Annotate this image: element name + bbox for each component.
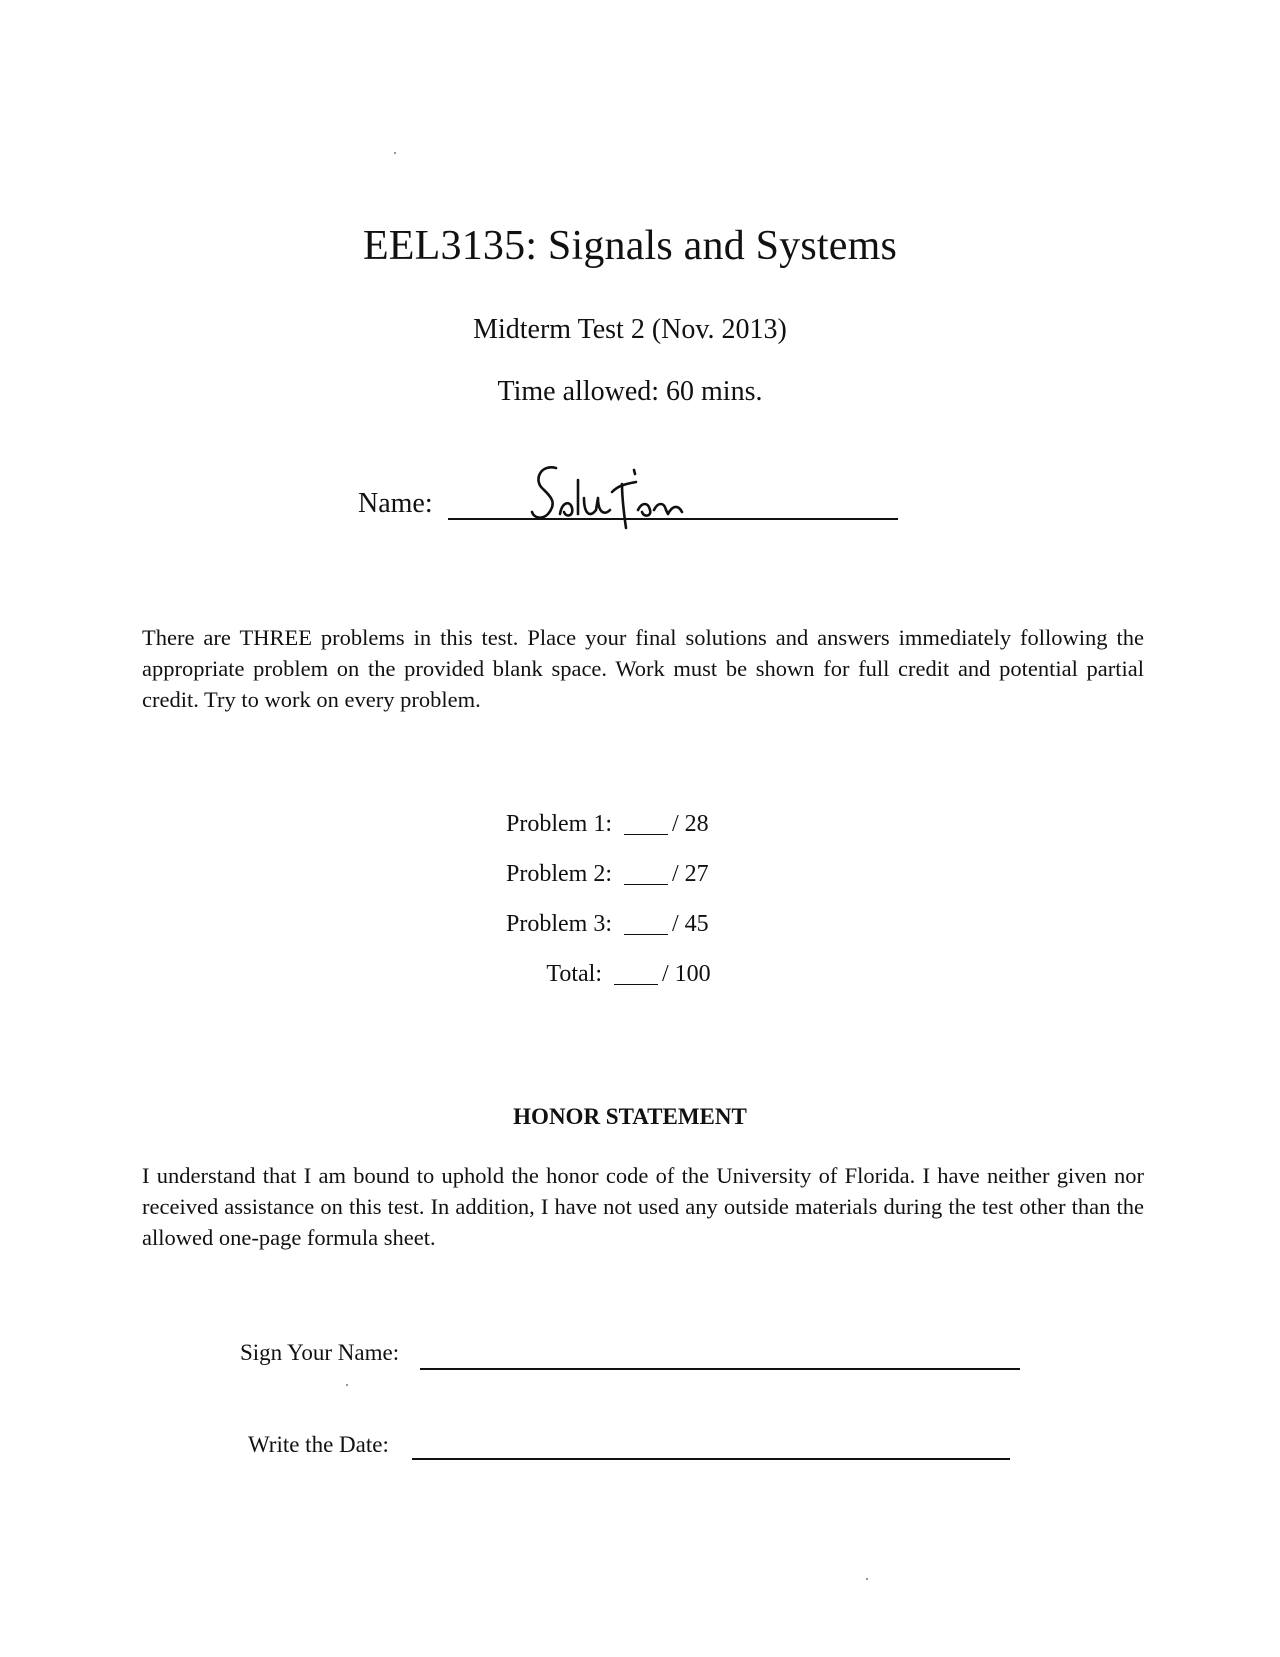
sign-name-label: Sign Your Name: xyxy=(240,1340,400,1365)
score-max: / 28 xyxy=(672,811,709,837)
score-blank[interactable] xyxy=(624,812,668,835)
score-label: Problem 3: xyxy=(506,911,612,937)
score-blank[interactable] xyxy=(614,962,658,985)
time-allowed: Time allowed: 60 mins. xyxy=(497,376,763,407)
scan-speck xyxy=(346,1384,348,1386)
date-line[interactable] xyxy=(412,1458,1010,1460)
scan-speck xyxy=(394,152,396,154)
exam-subtitle: Midterm Test 2 (Nov. 2013) xyxy=(473,314,787,345)
score-row-total xyxy=(470,958,711,990)
score-label: Problem 2: xyxy=(506,861,612,887)
score-max: / 45 xyxy=(672,911,709,937)
score-label: Problem 1: xyxy=(506,811,612,837)
name-label: Name: xyxy=(358,488,433,519)
score-max: / 27 xyxy=(672,861,709,887)
score-label: Total: xyxy=(546,961,602,987)
score-row xyxy=(480,808,709,840)
handwritten-signature xyxy=(526,458,706,538)
date-label: Write the Date: xyxy=(248,1432,389,1457)
sign-name-line[interactable] xyxy=(420,1368,1020,1370)
honor-statement: I understand that I am bound to uphold the honor code of the University of Florida. I have neither given nor received assistance on this test. In addition, I have not used any outside materials during the test other than the allowed one-page formula sheet. xyxy=(142,1163,1144,1250)
score-max: / 100 xyxy=(662,961,711,987)
honor-heading: HONOR STATEMENT xyxy=(513,1104,747,1129)
score-blank[interactable] xyxy=(624,862,668,885)
exam-title: EEL3135: Signals and Systems xyxy=(362,223,898,269)
exam-instructions: There are THREE problems in this test. Place your final solutions and answers immediately following the appropriate problem on the provided blank space. Work must be shown for full credit and potential partial credit. Try to work on every problem. xyxy=(142,625,1144,712)
score-row xyxy=(480,858,709,890)
score-blank[interactable] xyxy=(624,912,668,935)
scan-speck xyxy=(866,1578,868,1580)
score-row xyxy=(480,908,709,940)
